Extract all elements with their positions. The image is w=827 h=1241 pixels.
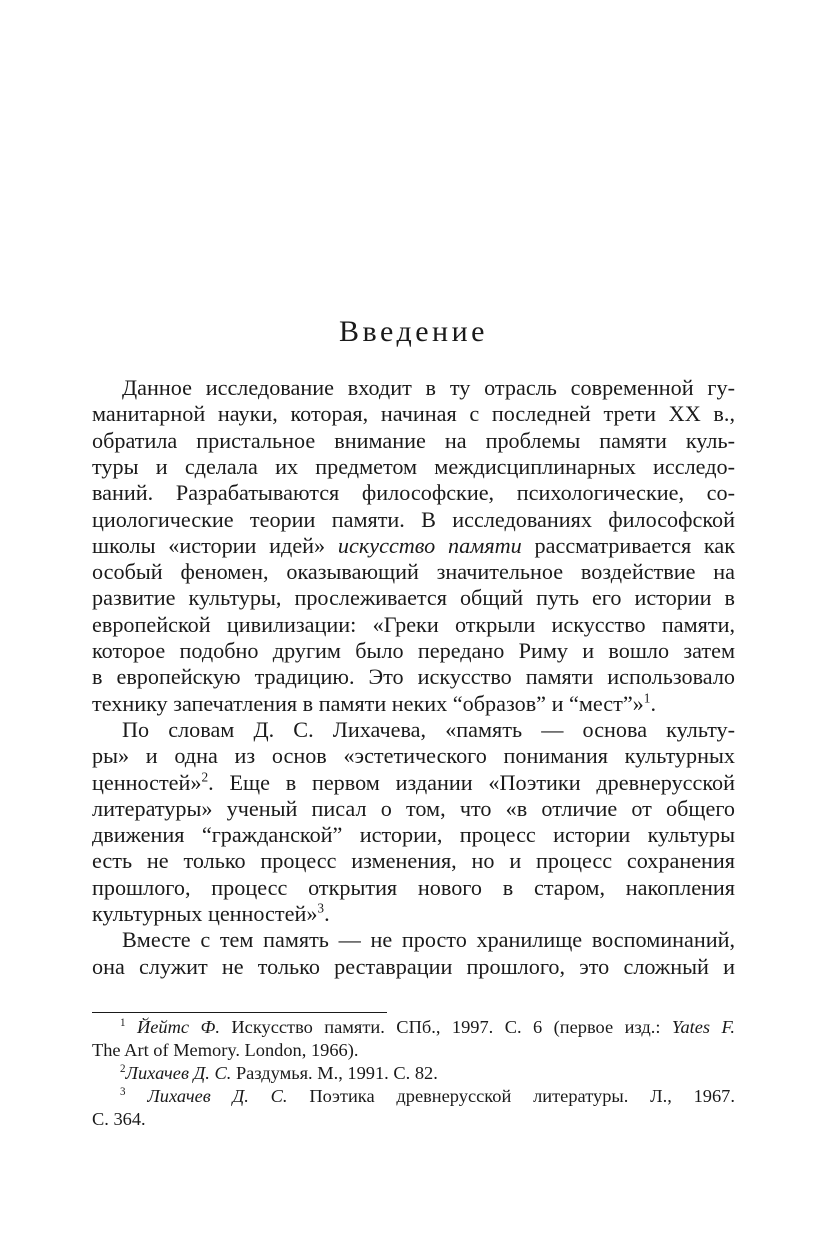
body-line: Вместе с тем память — не просто хранилище воспоминаний, bbox=[122, 927, 735, 953]
footnote-text: Поэтика древнерусской литературы. Л., 1967. bbox=[309, 1086, 735, 1106]
body-line bbox=[92, 901, 735, 927]
body-line: циологические теории памяти. В исследованиях философской bbox=[92, 506, 735, 532]
body-text: технику запечатления в памяти неких “образов” и “мест”» bbox=[92, 690, 644, 716]
body-line: в европейскую традицию. Это искусство памяти использовало bbox=[92, 664, 735, 690]
footnote-1-cont: The Art of Memory. London, 1966). bbox=[92, 1040, 359, 1060]
footnote-text: Раздумья. М., 1991. С. 82. bbox=[235, 1063, 438, 1083]
footnote-number: 1 bbox=[120, 1016, 126, 1029]
footnote-ref[interactable]: 3 bbox=[317, 900, 325, 916]
body-text: рассматривается как bbox=[534, 532, 736, 558]
footnote-1 bbox=[120, 1016, 735, 1039]
body-line: обратила пристальное внимание на проблемы памяти куль- bbox=[92, 427, 735, 453]
body-line: ры» и одна из основ «эстетического понимания культурных bbox=[92, 743, 735, 769]
body-line: движения “гражданской” истории, процесс истории культуры bbox=[92, 822, 735, 848]
body-text: школы «истории идей» bbox=[92, 532, 326, 558]
body-line: европейской цивилизации: «Греки открыли искусство памяти, bbox=[92, 611, 735, 637]
body-text: . Еще в первом издании «Поэтики древнерусской bbox=[208, 769, 735, 795]
body-text: культурных ценностей» bbox=[92, 901, 318, 926]
body-line: манитарной науки, которая, начиная с последней трети XX в., bbox=[92, 401, 735, 427]
chapter-title: Введение bbox=[339, 315, 488, 348]
body-line bbox=[92, 533, 735, 559]
footnote-ref[interactable]: 1 bbox=[643, 690, 651, 706]
body-line: она служит не только реставрации прошлого, это сложный и bbox=[92, 953, 735, 979]
body-line: туры и сделала их предметом междисциплинарных исследо- bbox=[92, 453, 735, 479]
body-text: . bbox=[650, 690, 656, 716]
italic-term: искусство памяти bbox=[337, 532, 522, 558]
body-line: которое подобно другим было передано Риму и вошло затем bbox=[92, 638, 735, 663]
body-line: ваний. Разрабатываются философские, психологические, со- bbox=[92, 480, 735, 506]
body-line: прошлого, процесс открытия нового в старом, накопления bbox=[92, 874, 735, 900]
footnote-number: 3 bbox=[120, 1085, 126, 1098]
body-line: развитие культуры, прослеживается общий путь его истории в bbox=[92, 585, 735, 611]
footnote-3 bbox=[120, 1085, 735, 1108]
body-line: есть не только процесс изменения, но и процесс сохранения bbox=[92, 848, 735, 874]
body-line bbox=[92, 770, 735, 796]
body-line bbox=[92, 691, 735, 717]
body-line: По словам Д. С. Лихачева, «память — основа культу- bbox=[122, 716, 735, 742]
body-line: Данное исследование входит в ту отрасль современной гу- bbox=[122, 375, 735, 400]
body-text: . bbox=[324, 901, 330, 926]
footnote-3-cont: С. 364. bbox=[92, 1109, 146, 1129]
body-line: литературы» ученый писал о том, что «в отличие от общего bbox=[92, 795, 735, 821]
footnote-separator bbox=[92, 1012, 387, 1013]
footnote-author: Лихачев Д. С. bbox=[125, 1063, 232, 1083]
footnote-author: Yates F. bbox=[671, 1017, 735, 1037]
footnote-text: Искусство памяти. СПб., 1997. С. 6 (первое изд.: bbox=[231, 1017, 661, 1037]
footnote-author: Йейтс Ф. bbox=[136, 1017, 220, 1037]
body-line: особый феномен, оказывающий значительное воздействие на bbox=[92, 559, 735, 585]
footnote-number: 2 bbox=[120, 1062, 126, 1075]
footnote-2 bbox=[120, 1062, 735, 1085]
footnote-ref[interactable]: 2 bbox=[201, 769, 209, 785]
body-text: ценностей» bbox=[92, 769, 202, 795]
footnote-author: Лихачев Д. С. bbox=[147, 1086, 288, 1106]
